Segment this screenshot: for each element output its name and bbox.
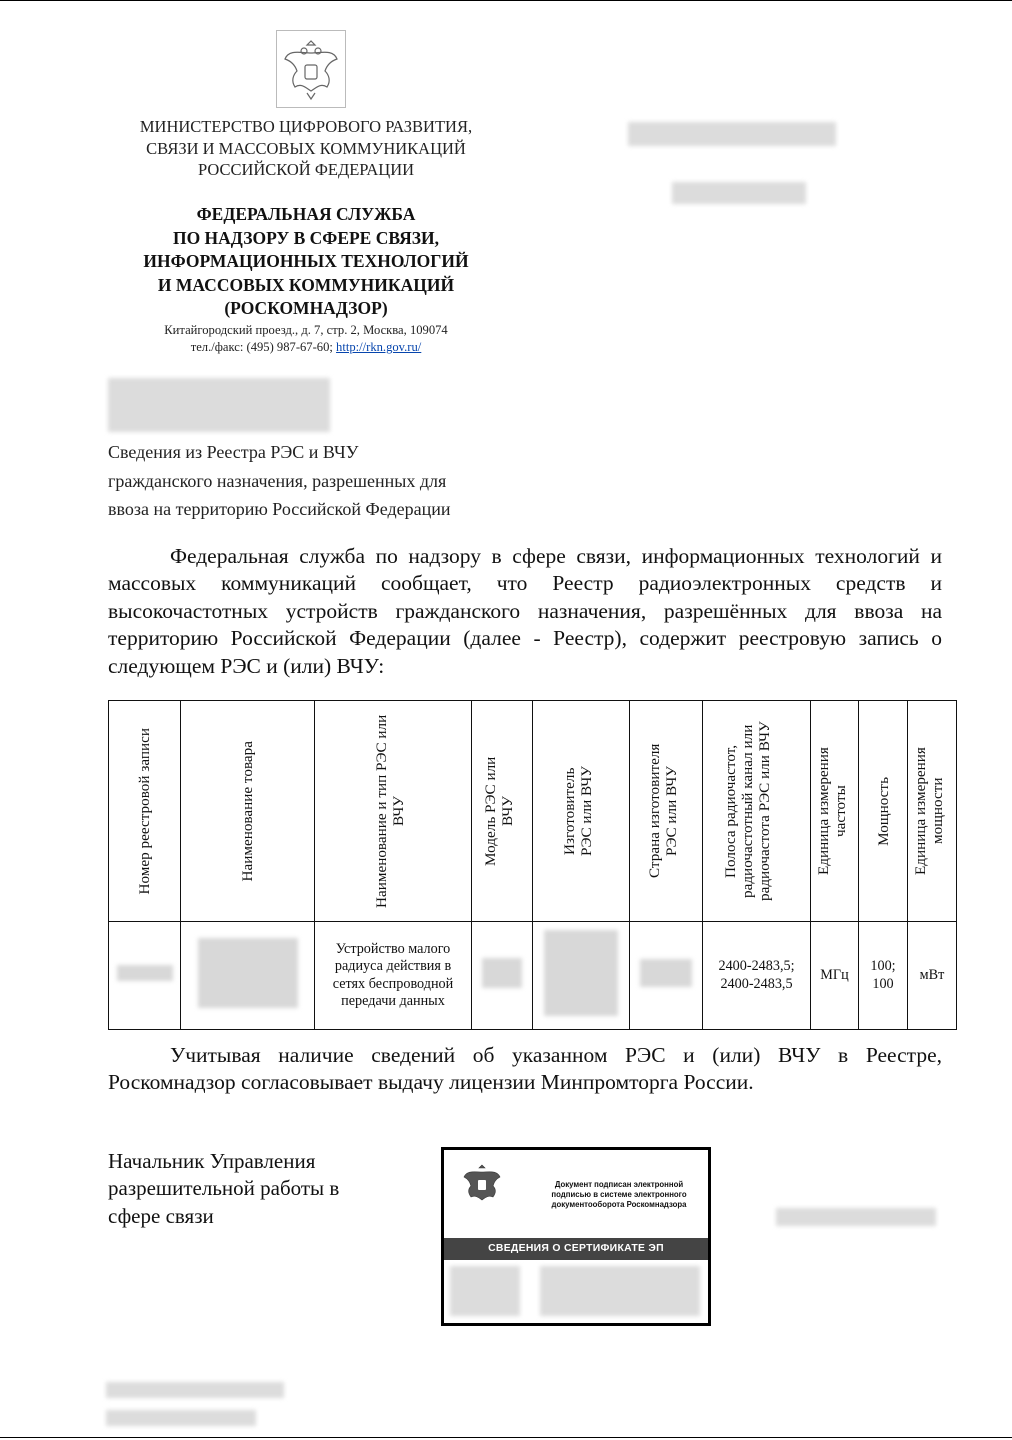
service-line: (РОСКОМНАДЗОР) (224, 298, 388, 319)
redacted-value (117, 965, 173, 981)
redacted-recipient (672, 182, 806, 204)
ministry-line: РОССИЙСКОЙ ФЕДЕРАЦИИ (197, 160, 415, 179)
ministry-name (106, 116, 506, 181)
col-header: Изготовитель РЭС или ВЧУ (533, 701, 630, 922)
page-bottom-border (0, 1437, 1012, 1438)
certificate-info-bar: СВЕДЕНИЯ О СЕРТИФИКАТЕ ЭП (444, 1238, 708, 1260)
service-line: ПО НАДЗОРУ В СФЕРЕ СВЯЗИ, (172, 227, 440, 248)
contact-line (106, 339, 506, 356)
body-paragraph: Федеральная служба по надзору в сфере связи, информационных технологий и массовых коммуникаций сообщает, что Реестр радиоэлектронных средств и высокочастотных устройств гражданского назначения, разрешённых для ввоза на территорию Российской Федерации (далее - Реестр), содержит реестровую запись о следующем РЭС и (или) ВЧУ: (108, 544, 942, 678)
e-signature-stamp (441, 1147, 711, 1326)
phone-fax: тел./факс: (495) 987-67-60; (190, 340, 337, 354)
cell-model (472, 922, 533, 1030)
redacted-signer-name (776, 1208, 936, 1226)
eagle-emblem-icon (460, 1162, 504, 1206)
cell-country (630, 922, 703, 1030)
signer-line: сфере связи (108, 1203, 214, 1228)
coat-of-arms-icon (276, 30, 346, 108)
cell-device-type: Устройство малого радиуса действия в сетях беспроводной передачи данных (315, 922, 472, 1030)
cell-record-number (109, 922, 181, 1030)
col-header: Единица измерения частоты (811, 701, 859, 922)
cell-frequency-unit: МГц (811, 922, 859, 1030)
redacted-outgoing-number (108, 378, 330, 432)
service-line: ФЕДЕРАЛЬНАЯ СЛУЖБА (196, 204, 416, 224)
table-header-row (109, 701, 957, 922)
col-header: Модель РЭС или ВЧУ (472, 701, 533, 922)
service-line: И МАССОВЫХ КОММУНИКАЦИЙ (157, 274, 455, 295)
col-header: Полоса радиочастот, радиочастотный канал или радиочастота РЭС или ВЧУ (703, 701, 811, 922)
col-header: Страна изготовителя РЭС или ВЧУ (630, 701, 703, 922)
stamp-caption (534, 1180, 704, 1210)
cell-power-unit: мВт (908, 922, 957, 1030)
col-header: Единица измерения мощности (908, 701, 957, 922)
signer-title (108, 1148, 408, 1230)
stamp-caption-line: Документ подписан электронной (554, 1180, 684, 1189)
registry-table (108, 700, 957, 1030)
redacted-value (482, 958, 522, 988)
subject-line: гражданского назначения, разрешенных для (108, 470, 447, 491)
redacted-certificate-info (450, 1266, 520, 1316)
cell-power: 100; 100 (859, 922, 908, 1030)
col-header: Наименование товара (181, 701, 315, 922)
service-line: ИНФОРМАЦИОННЫХ ТЕХНОЛОГИЙ (143, 251, 469, 272)
redacted-recipient (628, 122, 836, 146)
cell-manufacturer (533, 922, 630, 1030)
address-block (106, 322, 506, 356)
redacted-value (198, 938, 298, 1008)
cell-product-name (181, 922, 315, 1030)
col-header: Наименование и тип РЭС или ВЧУ (315, 701, 472, 922)
subject-line: Сведения из Реестра РЭС и ВЧУ (108, 442, 359, 462)
address-line: Китайгородский проезд., д. 7, стр. 2, Москва, 109074 (164, 323, 448, 337)
redacted-value (544, 930, 618, 1016)
redacted-certificate-info (540, 1266, 700, 1316)
ministry-line: СВЯЗИ И МАССОВЫХ КОММУНИКАЦИЙ (146, 138, 466, 158)
approval-paragraph: Учитывая наличие сведений об указанном РЭС и (или) ВЧУ в Реестре, Роскомнадзор согласовывает выдачу лицензии Минпромторга России. (108, 1043, 942, 1095)
stamp-caption-line: подписью в системе электронного (551, 1190, 687, 1199)
redacted-executor (106, 1382, 284, 1398)
website-link[interactable]: http://rkn.gov.ru/ (336, 340, 422, 354)
service-name (106, 203, 506, 321)
letter-subject (108, 438, 538, 524)
cell-frequency-band: 2400-2483,5; 2400-2483,5 (703, 922, 811, 1030)
table-row (109, 922, 957, 1030)
redacted-value (640, 959, 692, 987)
stamp-caption-line: документооборота Роскомнадзора (551, 1200, 687, 1209)
ministry-line: МИНИСТЕРСТВО ЦИФРОВОГО РАЗВИТИЯ, (139, 117, 473, 136)
page-top-border (0, 0, 1012, 1)
col-header: Мощность (859, 701, 908, 922)
redacted-executor (106, 1410, 256, 1426)
subject-line: ввоза на территорию Российской Федерации (108, 499, 451, 519)
signer-line: Начальник Управления (108, 1149, 316, 1173)
signer-line: разрешительной работы в (108, 1176, 340, 1201)
col-header: Номер реестровой записи (109, 701, 181, 922)
